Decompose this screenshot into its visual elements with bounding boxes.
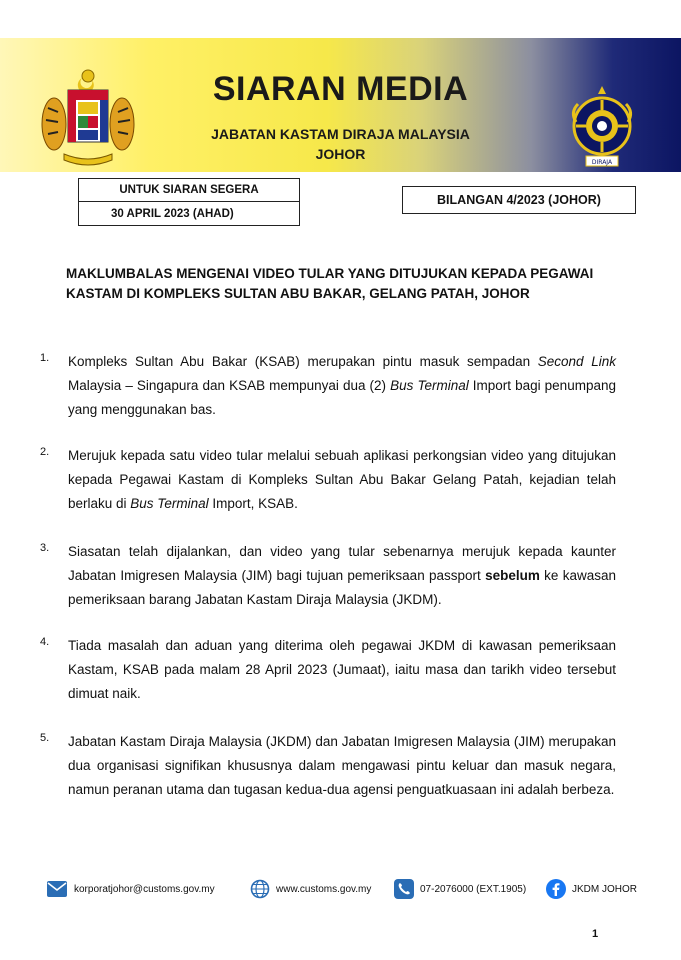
release-label: UNTUK SIARAN SEGERA: [79, 179, 299, 202]
headline: [66, 264, 626, 304]
headline-line-1: MAKLUMBALAS MENGENAI VIDEO TULAR YANG DITUJUKAN KEPADA PEGAWAI: [66, 266, 594, 281]
italic-run: Bus Terminal: [390, 378, 469, 393]
footer-website[interactable]: [250, 876, 371, 902]
text-run: ke kawasan pemeriksaan barang Jabatan Kastam Diraja Malaysia (JKDM).: [68, 568, 616, 607]
paragraph-text: [68, 540, 616, 612]
italic-run: Second Link: [537, 354, 616, 369]
text-run: Import bagi penumpang yang menggunakan bas.: [68, 378, 616, 417]
paragraph-number: 1.: [40, 352, 50, 364]
headline-line-2: KASTAM DI KOMPLEKS SULTAN ABU BAKAR, GELANG PATAH, JOHOR: [66, 286, 530, 301]
header-banner: [0, 38, 681, 172]
text-run: Malaysia – Singapura dan KSAB mempunyai dua (2): [68, 378, 391, 393]
bold-run: sebelum: [485, 568, 540, 583]
footer-email-text[interactable]: korporatjohor@customs.gov.my: [74, 883, 215, 895]
paragraph-text: Tiada masalah dan aduan yang diterima oleh pegawai JKDM di kawasan pemeriksaan Kastam, KSAB pada malam 28 April 2023 (Jumaat), iaitu masa dan tarikh video tersebut dimuat naik.: [68, 638, 616, 701]
banner-org: JABATAN KASTAM DIRAJA MALAYSIA: [211, 126, 470, 142]
release-info-box: [78, 178, 300, 226]
paragraph-5: [40, 730, 616, 802]
text-run: Siasatan telah dijalankan, dan video yang tular sebenarnya merujuk kepada kaunter Jabatan Imigresen Malaysia (JIM) bagi tujuan pemeriksaan passport: [68, 544, 616, 583]
footer-facebook-text[interactable]: JKDM JOHOR: [572, 883, 637, 895]
paragraph-number: 5.: [40, 732, 50, 744]
footer-phone-text[interactable]: 07-2076000 (EXT.1905): [420, 883, 527, 895]
paragraph-number: 3.: [40, 542, 50, 554]
banner-state: JOHOR: [315, 146, 366, 162]
paragraph-1: [40, 350, 616, 422]
customs-emblem-icon: [566, 82, 638, 174]
footer-email[interactable]: [46, 876, 215, 902]
page-number: 1: [592, 928, 599, 940]
paragraph-3: [40, 540, 616, 612]
release-date: 30 APRIL 2023 (AHAD): [111, 208, 234, 220]
emblem-text: DIRAJA: [591, 159, 613, 166]
paragraph-4: [40, 634, 616, 706]
footer-facebook[interactable]: [546, 876, 637, 902]
text-run: Import, KSAB.: [208, 496, 298, 511]
footer-phone[interactable]: [394, 876, 526, 902]
paragraph-number: 2.: [40, 446, 50, 458]
paragraph-2: [40, 444, 616, 516]
paragraph-text: Jabatan Kastam Diraja Malaysia (JKDM) dan Jabatan Imigresen Malaysia (JIM) merupakan dua organisasi signifikan khususnya dalam mengawasi pintu keluar dan masuk negara, namun peranan utama dan tugasan kedua-dua agensi penguatkuasaan ini adalah berbeza.: [68, 734, 616, 797]
phone-icon: [394, 879, 414, 899]
facebook-icon: [546, 879, 566, 899]
release-number-box: BILANGAN 4/2023 (JOHOR): [402, 186, 636, 214]
text-run: Kompleks Sultan Abu Bakar (KSAB) merupakan pintu masuk sempadan: [68, 354, 538, 369]
banner-title: SIARAN MEDIA: [212, 70, 469, 108]
footer-website-text[interactable]: www.customs.gov.my: [276, 883, 372, 895]
paragraph-number: 4.: [40, 636, 50, 648]
paragraph-text: [68, 350, 616, 422]
text-run: Merujuk kepada satu video tular melalui sebuah aplikasi perkongsian video yang ditujukan kepada Pegawai Kastam di Kompleks Sultan Abu Bakar Gelang Patah, kejadian telah berlaku di: [68, 448, 616, 511]
paragraph-text: [68, 444, 616, 516]
globe-icon: [250, 879, 270, 899]
email-icon: [46, 880, 68, 898]
italic-run: Bus Terminal: [130, 496, 209, 511]
